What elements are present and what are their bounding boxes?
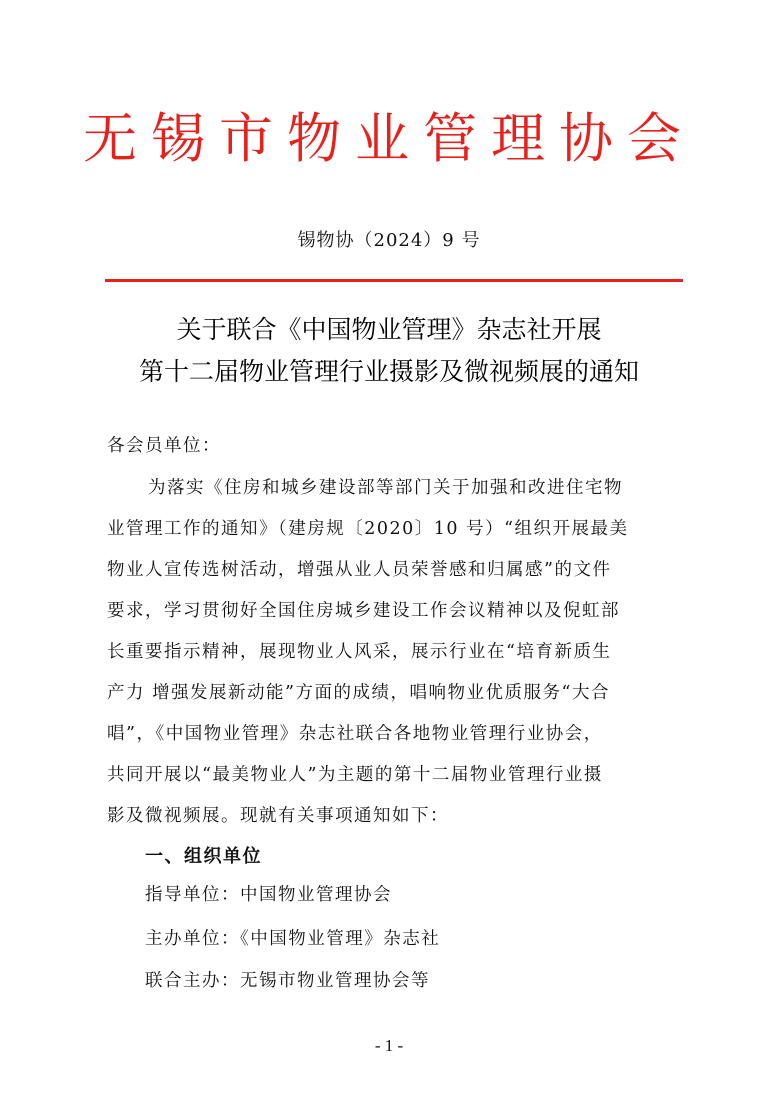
section-item: 主办单位：《中国物业管理》杂志社 xyxy=(145,929,441,949)
paragraph-line: 产力 增强发展新动能”方面的成绩，唱响物业优质服务“大合 xyxy=(107,683,610,703)
document-title-line-1: 关于联合《中国物业管理》杂志社开展 xyxy=(176,315,602,344)
paragraph-line: 为落实《住房和城乡建设部等部门关于加强和改进住宅物 xyxy=(148,478,623,498)
section-heading: 一、组织单位 xyxy=(145,846,262,867)
page-number: - 1 - xyxy=(374,1036,404,1055)
paragraph-line: 物业人宣传选树活动，增强从业人员荣誉感和归属感”的文件 xyxy=(107,560,612,580)
paragraph-line: 影及微视频展。现就有关事项通知如下： xyxy=(107,806,449,826)
paragraph-line: 长重要指示精神，展现物业人风采，展示行业在“培育新质生 xyxy=(107,642,612,662)
red-divider-line xyxy=(105,279,683,282)
section-item: 指导单位：中国物业管理协会 xyxy=(145,885,392,905)
document-number: 锡物协（2024）9 号 xyxy=(297,230,481,251)
salutation: 各会员单位： xyxy=(107,436,221,456)
document-title-line-2: 第十二届物业管理行业摄影及微视频展的通知 xyxy=(138,357,639,386)
paragraph-line: 唱”，《中国物业管理》杂志社联合各地物业管理行业协会， xyxy=(107,724,603,744)
paragraph-line: 要求，学习贯彻好全国住房城乡建设工作会议精神以及倪虹部 xyxy=(107,601,620,621)
paragraph-line: 共同开展以“最美物业人”为主题的第十二届物业管理行业摄 xyxy=(107,765,603,785)
paragraph-line: 业管理工作的通知》（建房规〔2020〕10 号）“组织开展最美 xyxy=(107,519,629,539)
section-item: 联合主办：无锡市物业管理协会等 xyxy=(145,971,430,991)
org-name-header: 无锡市物业管理协会 xyxy=(83,107,695,170)
paragraph-1 xyxy=(107,468,687,837)
